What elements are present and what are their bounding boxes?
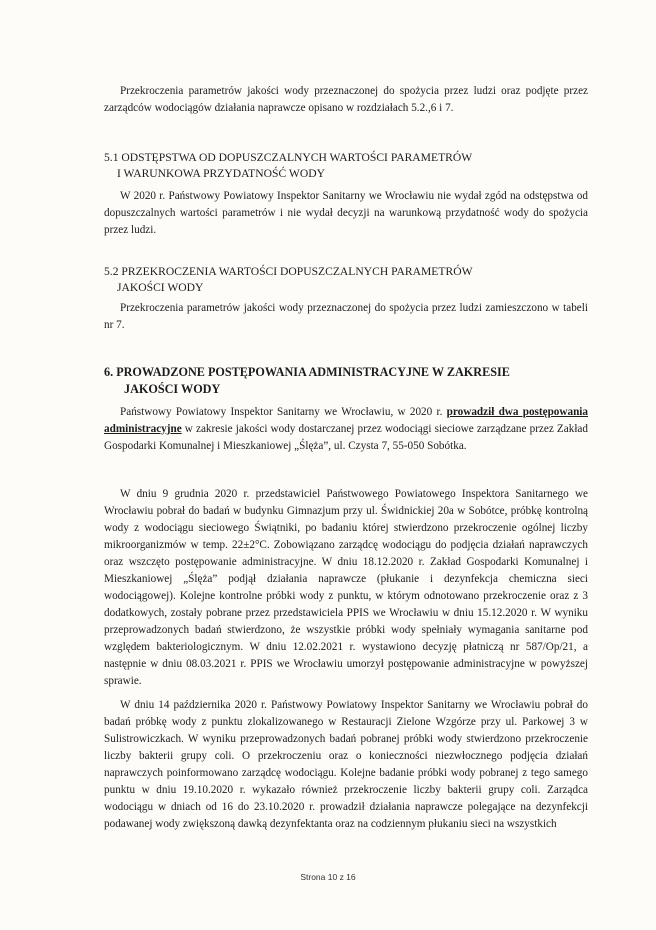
section-5-1-text: W 2020 r. Państwowy Powiatowy Inspektor Sanitarny we Wrocławiu nie wydał zgód na odstępstwa od dopuszczalnych wartości parametrów i nie wydał decyzji na warunkową przydatność wody do spożycia przez ludzi. bbox=[104, 190, 588, 236]
section-6-p1-before: Państwowy Powiatowy Inspektor Sanitarny we Wrocławiu, w 2020 r. bbox=[120, 406, 447, 418]
intro-paragraph bbox=[104, 83, 588, 117]
intro-text: Przekroczenia parametrów jakości wody przeznaczonej do spożycia przez ludzi oraz podjęte przez zarządców wodociągów działania naprawcze opisano w rozdziałach 5.2.,6 i 7. bbox=[104, 85, 588, 114]
section-5-2-text: Przekroczenia parametrów jakości wody przeznaczonej do spożycia przez ludzi zamieszczono w tabeli nr 7. bbox=[104, 302, 588, 331]
section-6-paragraph-3 bbox=[104, 697, 588, 833]
section-6-p2-text: W dniu 9 grudnia 2020 r. przedstawiciel Państwowego Powiatowego Inspektora Sanitarnego we Wrocławiu pobrał do badań w budynku Gimnazjum przy ul. Świdnickiej 20a w Sobótce, próbkę kontrolną wody z wodociągu sieciowego Świątniki, po badaniu której stwierdzono przekroczenie ogólnej liczby mikroorganizmów w temp. 22±2°C. Zobowiązano zarządcę wodociągu do podjęcia działań naprawczych oraz wszczęto postępowanie administracyjne. W dniu 18.12.2020 r. Zakład Gospodarki Komunalnej i Mieszkaniowej „Ślęża” podjął działania naprawcze (płukanie i dezynfekcja chemiczna sieci wodociągowej). Kolejne kontrolne próbki wody z punktu, w którym odnotowano przekroczenie oraz z 3 dodatkowych, zostały pobrane przez przedstawiciela PPIS we Wrocławiu w dniu 15.12.2020 r. W wyniku przeprowadzonych badań stwierdzono, że wszystkie próbki wody spełniały wymagania sanitarne pod względem bakteriologicznym. W dniu 12.02.2021 r. wystawiono decyzję płatniczą nr 587/Op/21, a następnie w dniu 08.03.2021 r. PPIS we Wrocławiu umorzył postępowanie administracyjne w powyższej sprawie. bbox=[104, 488, 588, 687]
section-6-heading-line2: JAKOŚCI WODY bbox=[124, 382, 221, 396]
section-5-2-heading-line2: JAKOŚCI WODY bbox=[117, 280, 204, 294]
section-6-p1-after: w zakresie jakości wody dostarczanej przez wodociągi sieciowe zarządzane przez Zakład Gospodarki Komunalnej i Mieszkaniowej „Ślęża”, ul. Czysta 7, 55-050 Sobótka. bbox=[104, 423, 588, 452]
section-6-paragraph-1 bbox=[104, 404, 588, 455]
section-5-2-heading-line1: 5.2 PRZEKROCZENIA WARTOŚCI DOPUSZCZALNYCH PARAMETRÓW bbox=[104, 265, 473, 278]
section-5-1-heading bbox=[104, 150, 574, 181]
page-number: Strona 10 z 16 bbox=[300, 872, 356, 882]
section-5-1-heading-line1: 5.1 ODSTĘPSTWA OD DOPUSZCZALNYCH WARTOŚCI PARAMETRÓW bbox=[104, 151, 473, 164]
page-footer bbox=[0, 872, 656, 882]
section-6-p1-highlight: prowadził dwa postępowania administracyjne bbox=[104, 406, 589, 435]
section-6-heading-line1: 6. PROWADZONE POSTĘPOWANIA ADMINISTRACYJNE W ZAKRESIE bbox=[104, 365, 510, 379]
section-5-2-heading bbox=[104, 264, 574, 295]
section-6-p3-text: W dniu 14 października 2020 r. Państwowy Powiatowy Inspektor Sanitarny we Wrocławiu pobrał do badań próbkę wody z punktu zlokalizowanego w Restauracji Zielone Wzgórze przy ul. Parkowej 3 w Sulistrowiczkach. W wyniku przeprowadzonych badań pobranej próbki wody stwierdzono przekroczenie liczby bakterii grupy coli. O przekroczeniu oraz o konieczności niezwłocznego podjęcia działań naprawczych poinformowano zarządcę wodociągu. Kolejne badanie próbki wody pobranej z tego samego punktu w dniu 19.10.2020 r. wykazało również przekroczenie liczby bakterii grupy coli. Zarządca wodociągu w dniach od 16 do 23.10.2020 r. prowadził działania naprawcze polegające na dezynfekcji podawanej wody zwiększoną dawką dezynfektanta oraz na codziennym płukaniu sieci na wszystkich bbox=[104, 699, 588, 830]
section-6-heading bbox=[104, 364, 584, 398]
section-5-2-paragraph bbox=[104, 300, 588, 334]
section-5-1-heading-line2: I WARUNKOWA PRZYDATNOŚĆ WODY bbox=[117, 166, 325, 180]
section-5-1-paragraph bbox=[104, 188, 588, 239]
section-6-paragraph-2 bbox=[104, 486, 588, 690]
